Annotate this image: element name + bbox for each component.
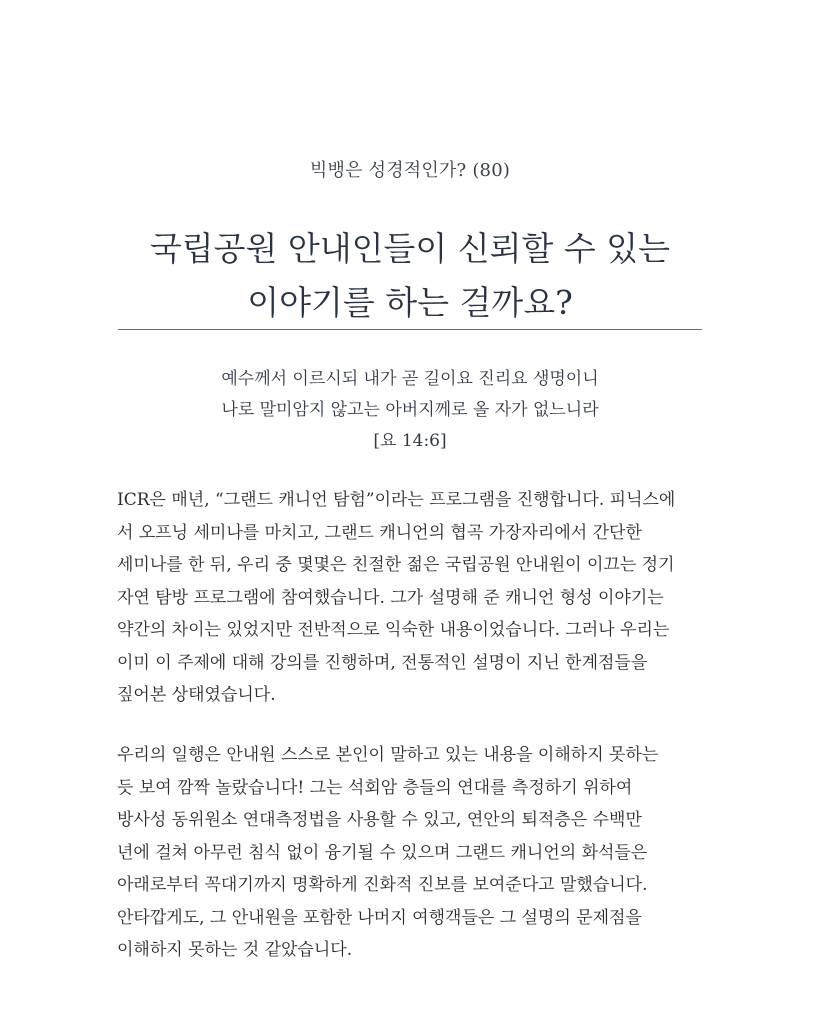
body-paragraph-1 — [117, 484, 717, 712]
paragraph-line: 자연 탐방 프로그램에 참여했습니다. 그가 설명해 준 캐니언 형성 이야기는 — [117, 587, 664, 608]
body-paragraph-2 — [117, 739, 717, 967]
paragraph-line: 우리의 일행은 안내원 스스로 본인이 말하고 있는 내용을 이해하지 못하는 — [117, 745, 659, 765]
paragraph-line: 안타깝게도, 그 안내원을 포함한 나머지 여행객들은 그 설명의 문제점을 — [117, 907, 642, 928]
paragraph-line: 이해하지 못하는 것 같았습니다. — [117, 940, 353, 960]
title-line-2: 이야기를 하는 걸까요? — [247, 283, 573, 322]
page-title — [60, 222, 760, 330]
series-heading: 빅뱅은 성경적인가? (80) — [309, 160, 511, 181]
scripture-verse — [0, 364, 820, 457]
verse-reference: [요 14:6] — [373, 431, 447, 451]
paragraph-line: 세미나를 한 뒤, 우리 중 몇몇은 친절한 젊은 국립공원 안내원이 이끄는 정기 — [117, 555, 675, 575]
paragraph-line: 년에 걸쳐 아무런 침식 없이 융기될 수 있으며 그랜드 캐니언의 화석들은 — [117, 842, 648, 863]
verse-line-2: 나로 말미암지 않고는 아버지께로 올 자가 없느니라 — [221, 400, 599, 420]
paragraph-line: 약간의 차이는 있었지만 전반적으로 익숙한 내용이었습니다. 그러나 우리는 — [117, 620, 670, 640]
verse-line-1: 예수께서 이르시되 내가 곧 길이요 진리요 생명이니 — [221, 369, 599, 389]
paragraph-line: 아래로부터 꼭대기까지 명확하게 진화적 진보를 보여준다고 말했습니다. — [117, 875, 648, 895]
title-divider — [118, 329, 702, 330]
paragraph-line: 짚어본 상태였습니다. — [117, 685, 276, 705]
paragraph-line: 이미 이 주제에 대해 강의를 진행하며, 전통적인 설명이 지닌 한계점들을 — [117, 652, 648, 673]
title-line-1: 국립공원 안내인들이 신뢰할 수 있는 — [149, 229, 671, 268]
paragraph-line: 방사성 동위원소 연대측정법을 사용할 수 있고, 연안의 퇴적층은 수백만 — [117, 810, 642, 830]
paragraph-line: 서 오프닝 세미나를 마치고, 그랜드 캐니언의 협곡 가장자리에서 간단한 — [117, 522, 642, 543]
paragraph-line: 듯 보여 깜짝 놀랐습니다! 그는 석회암 층들의 연대를 측정하기 위하여 — [117, 777, 633, 798]
paragraph-line: ICR은 매년, “그랜드 캐니언 탐험”이라는 프로그램을 진행합니다. 피닉스에 — [117, 490, 676, 510]
